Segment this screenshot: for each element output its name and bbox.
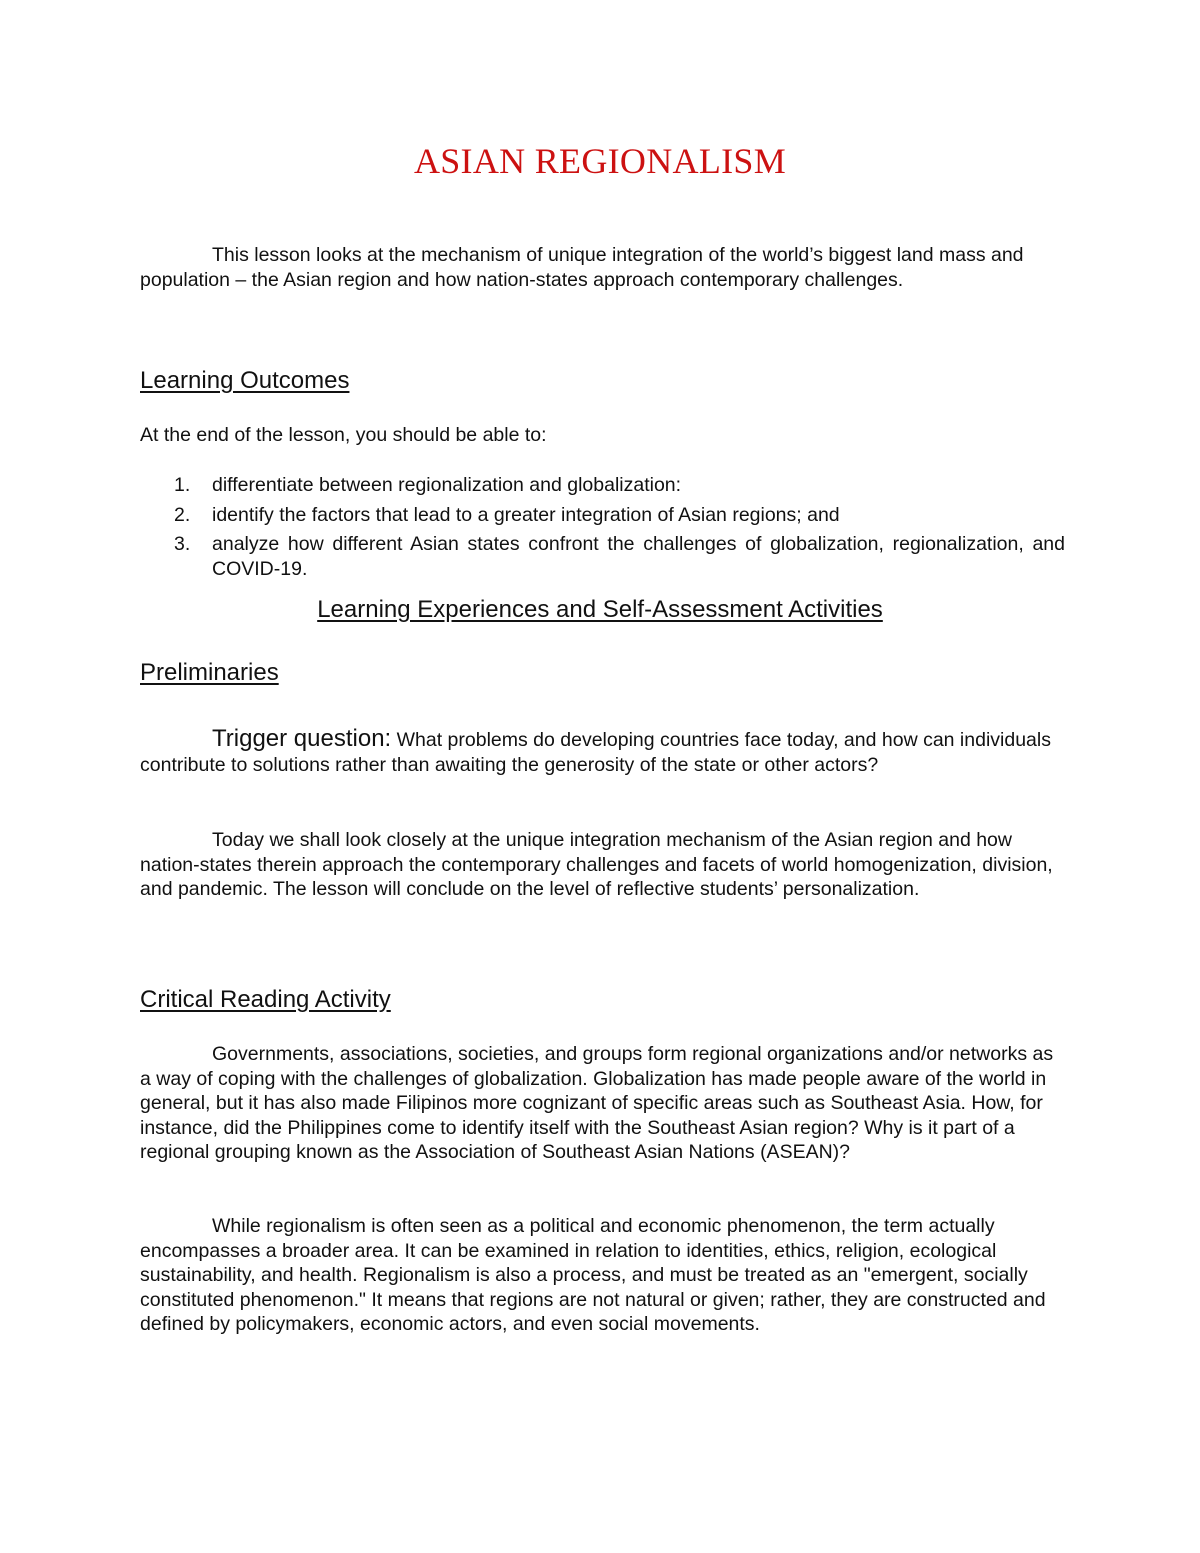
learning-outcomes-list <box>140 473 1065 586</box>
list-item <box>140 532 1065 581</box>
list-item <box>140 473 1065 498</box>
trigger-question-text: What problems do developing countries face today, and how can individuals contribute to solutions rather than awaiting the generosity of the state or other actors? <box>140 729 1051 776</box>
critical-reading-paragraph-2: While regionalism is often seen as a political and economic phenomenon, the term actually encompasses a broader area. It can be examined in relation to identities, ethics, religion, ecological sustainability, and health. Regionalism is also a process, and must be treated as an "emergent, socially constituted phenomenon." It means that regions are not natural or given; rather, they are constructed and defined by policymakers, economic actors, and even social movements. <box>140 1215 1046 1335</box>
trigger-question-paragraph <box>140 727 1065 777</box>
critical-reading-paragraph-1: Governments, associations, societies, and groups form regional organizations and/or networks as a way of coping with the challenges of globalization. Globalization has made people aware of the world in general, but it has also made Filipinos more cognizant of specific areas such as Southeast Asia. How, for instance, did the Philippines come to identify itself with the Southeast Asian region? Why is it part of a regional grouping known as the Association of Southeast Asian Nations (ASEAN)? <box>140 1043 1054 1163</box>
list-item <box>140 503 1065 528</box>
list-item-number: 3. <box>174 533 191 555</box>
preliminaries-paragraph: Today we shall look closely at the unique integration mechanism of the Asian region and how nation-states therein approach the contemporary challenges and facets of world homogenization, division, and pandemic. The lesson will conclude on the level of reflective students’ personalization. <box>140 829 1053 900</box>
critical-reading-heading: Critical Reading Activity <box>140 986 391 1013</box>
list-item-number: 2. <box>174 503 191 526</box>
document-title: ASIAN REGIONALISM <box>413 141 787 181</box>
list-item-text: differentiate between regionalization and globalization: <box>212 474 682 496</box>
learning-experiences-heading: Learning Experiences and Self-Assessment Activities <box>317 596 883 623</box>
list-item-text: identify the factors that lead to a greater integration of Asian regions; and <box>212 503 840 526</box>
learning-outcomes-heading: Learning Outcomes <box>140 367 350 394</box>
learning-outcomes-lead: At the end of the lesson, you should be able to: <box>140 424 547 446</box>
preliminaries-heading: Preliminaries <box>140 659 279 686</box>
list-item-number: 1. <box>174 474 191 496</box>
trigger-question-label: Trigger question: <box>212 725 392 752</box>
list-item-text: analyze how different Asian states confront the challenges of globalization, regionalization, and COVID-19. <box>212 533 1065 580</box>
intro-paragraph: This lesson looks at the mechanism of unique integration of the world’s biggest land mass and population – the Asian region and how nation-states approach contemporary challenges. <box>140 244 1024 291</box>
